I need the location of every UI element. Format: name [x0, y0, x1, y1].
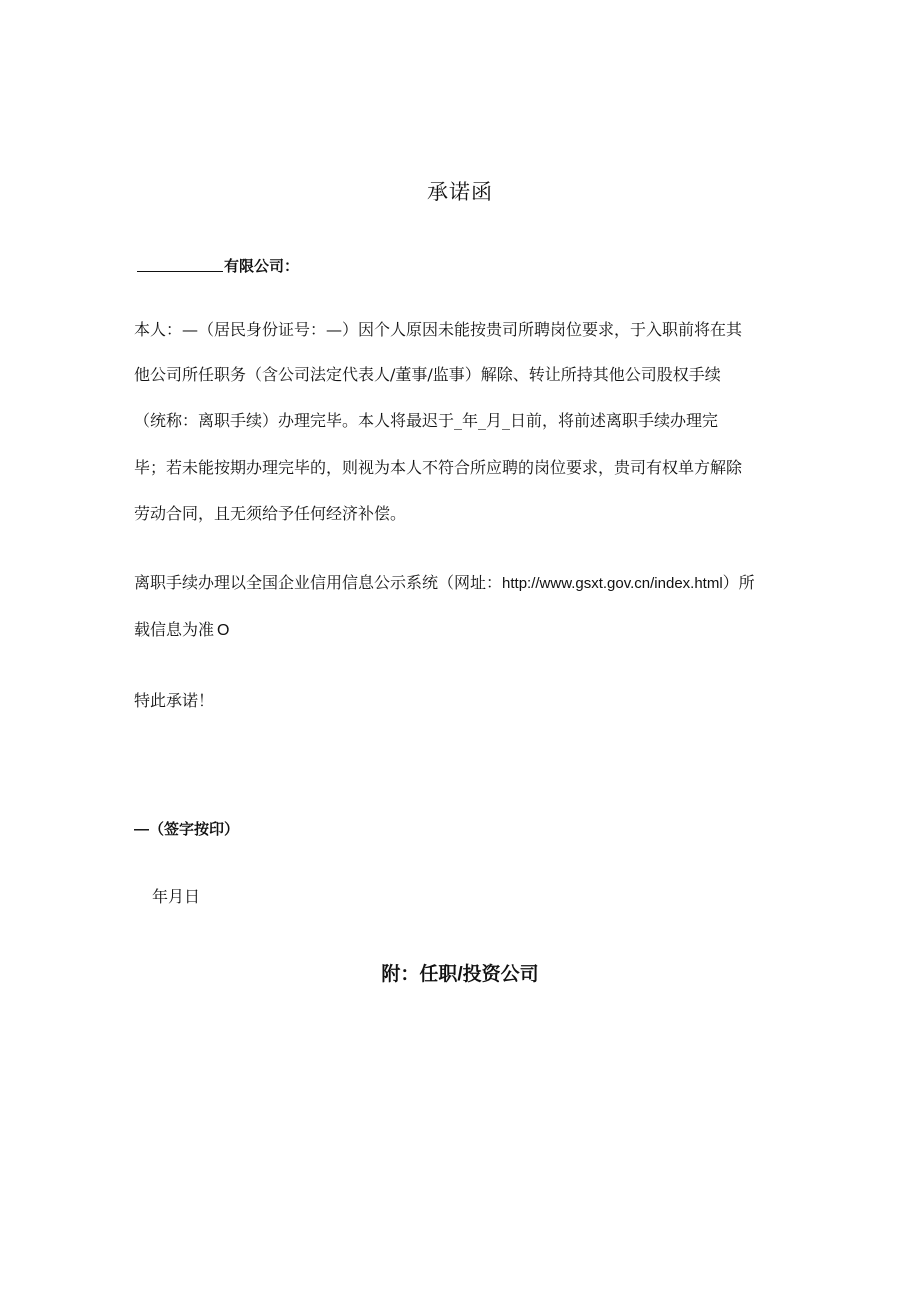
paragraph-line: （统称：离职手续）办理完毕。本人将最迟于_年_月_日前，将前述离职手续办理完 — [134, 411, 719, 430]
addressee-line — [137, 255, 299, 276]
verification-prefix: 离职手续办理以全国企业信用信息公示系统（网址： — [134, 573, 503, 592]
verification-suffix: ）所 — [722, 573, 755, 592]
paragraph-line: 他公司所任职务（含公司法定代表人/董事/监事）解除、转让所持其他公司股权手续 — [134, 365, 721, 384]
paragraph-line: 劳动合同，且无须给予任何经济补偿。 — [134, 504, 407, 523]
paragraph-line: 本人：—（居民身份证号：—）因个人原因未能按贵司所聘岗位要求，于入职前将在其 — [134, 320, 743, 339]
paragraph-line — [134, 622, 229, 639]
gsxt-url: http://www.gsxt.gov.cn/index.html — [502, 575, 723, 592]
addressee-suffix: 有限公司： — [224, 258, 300, 275]
company-name-blank — [137, 256, 223, 272]
trailing-mark: O — [217, 622, 230, 639]
date-line: 年月日 — [152, 887, 201, 906]
signature-line: —（签字按印） — [134, 821, 240, 838]
paragraph-line — [134, 575, 755, 591]
closing-statement: 特此承诺！ — [134, 691, 215, 710]
attachment-heading: 附：任职/投资公司 — [381, 964, 539, 985]
document-title: 承诺函 — [427, 180, 493, 204]
paragraph-line: 毕；若未能按期办理完毕的，则视为本人不符合所应聘的岗位要求，贵司有权单方解除 — [134, 458, 743, 477]
verification-line2: 载信息为准 — [134, 620, 215, 639]
